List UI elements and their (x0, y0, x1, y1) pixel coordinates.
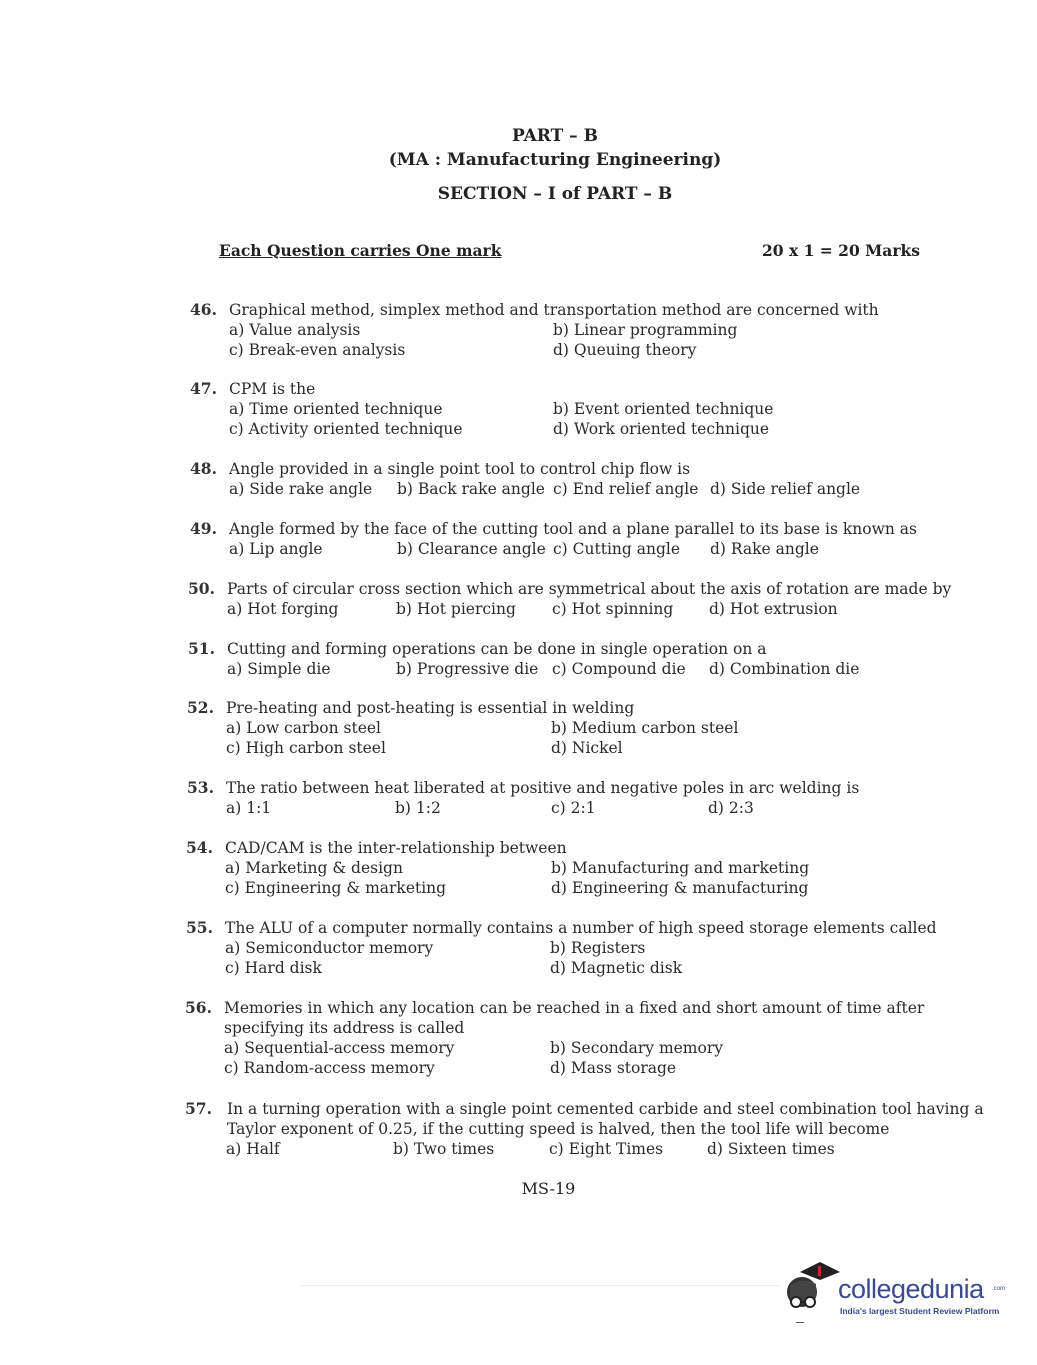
question-number: 55. (186, 918, 213, 937)
answer-option: c) Activity oriented technique (229, 420, 463, 438)
question-number: 48. (190, 459, 217, 478)
question-text: CAD/CAM is the inter-relationship between (225, 839, 567, 857)
answer-option: b) Event oriented technique (553, 400, 774, 418)
answer-option: c) High carbon steel (226, 739, 386, 757)
logo-wordmark: collegedunia (838, 1274, 984, 1304)
question-number: 51. (188, 639, 215, 658)
question-text: The ALU of a computer normally contains a number of high speed storage elements called (225, 919, 937, 937)
answer-option: d) Queuing theory (553, 341, 697, 359)
answer-option: a) 1:1 (226, 799, 272, 817)
question-text: Cutting and forming operations can be done in single operation on a (227, 640, 767, 658)
answer-option: a) Side rake angle (229, 480, 373, 498)
answer-option: c) End relief angle (553, 480, 699, 498)
question-text: specifying its address is called (224, 1019, 465, 1037)
answer-option: d) Mass storage (550, 1059, 677, 1077)
answer-option: b) Medium carbon steel (551, 719, 739, 737)
question-number: 56. (185, 998, 212, 1017)
answer-option: a) Half (226, 1140, 280, 1158)
question-number: 49. (190, 519, 217, 538)
answer-option: d) Rake angle (710, 540, 819, 558)
instruction-text: Each Question carries One mark (219, 241, 502, 260)
question-text: Parts of circular cross section which are symmetrical about the axis of rotation are made by (227, 580, 952, 598)
answer-option: a) Lip angle (229, 540, 323, 558)
answer-option: b) Progressive die (396, 660, 539, 678)
logo-tagline: India's largest Student Review Platform (840, 1306, 1000, 1316)
divider (300, 1285, 780, 1286)
answer-option: b) Back rake angle (397, 480, 545, 498)
answer-option: a) Value analysis (229, 321, 361, 339)
answer-option: c) Hot spinning (552, 600, 674, 618)
question-text: CPM is the (229, 380, 316, 398)
question-text: Angle formed by the face of the cutting tool and a plane parallel to its base is known as (229, 520, 917, 538)
answer-option: b) Linear programming (553, 321, 738, 339)
answer-option: d) Work oriented technique (553, 420, 770, 438)
marks-text: 20 x 1 = 20 Marks (762, 241, 920, 260)
question-text: Graphical method, simplex method and transportation method are concerned with (229, 301, 879, 319)
answer-option: c) Cutting angle (553, 540, 681, 558)
answer-option: c) Engineering & marketing (225, 879, 447, 897)
section-heading: SECTION – I of PART – B (437, 184, 673, 204)
question-text: Memories in which any location can be reached in a fixed and short amount of time after (224, 999, 925, 1017)
answer-option: c) Random-access memory (224, 1059, 435, 1077)
question-number: 57. (185, 1099, 212, 1118)
question-number: 52. (187, 698, 214, 717)
answer-option: a) Marketing & design (225, 859, 403, 877)
answer-option: d) Magnetic disk (550, 959, 683, 977)
answer-option: b) Two times (393, 1140, 495, 1158)
logo-tld: .com (992, 1286, 1006, 1292)
part-heading: PART – B (512, 126, 598, 146)
stray-mark (796, 1322, 804, 1323)
question-number: 54. (186, 838, 213, 857)
question-number: 47. (190, 379, 217, 398)
answer-option: d) Combination die (709, 660, 860, 678)
question-text: Pre-heating and post-heating is essential in welding (226, 699, 635, 717)
question-number: 50. (188, 579, 215, 598)
answer-option: a) Hot forging (227, 600, 339, 618)
question-text: Angle provided in a single point tool to control chip flow is (229, 460, 691, 478)
question-text: Taylor exponent of 0.25, if the cutting speed is halved, then the tool life will become (227, 1120, 890, 1138)
answer-option: d) Sixteen times (707, 1140, 835, 1158)
question-number: 46. (190, 300, 217, 319)
answer-option: b) Manufacturing and marketing (551, 859, 810, 877)
subject-heading: (MA : Manufacturing Engineering) (388, 150, 722, 170)
answer-option: c) Break-even analysis (229, 341, 406, 359)
question-number: 53. (187, 778, 214, 797)
answer-option: a) Time oriented technique (229, 400, 443, 418)
answer-option: a) Semiconductor memory (225, 939, 434, 957)
answer-option: b) Clearance angle (397, 540, 546, 558)
answer-option: d) Engineering & manufacturing (551, 879, 809, 897)
answer-option: b) Registers (550, 939, 646, 957)
answer-option: c) Compound die (552, 660, 686, 678)
answer-option: d) Side relief angle (710, 480, 861, 498)
answer-option: d) Nickel (551, 739, 623, 757)
question-text: The ratio between heat liberated at positive and negative poles in arc welding is (226, 779, 860, 797)
question-text: In a turning operation with a single point cemented carbide and steel combination tool having a (227, 1100, 984, 1118)
answer-option: d) Hot extrusion (709, 600, 838, 618)
page-code: MS-19 (521, 1179, 576, 1198)
answer-option: b) Hot piercing (396, 600, 516, 618)
answer-option: a) Sequential-access memory (224, 1039, 455, 1057)
answer-option: d) 2:3 (708, 799, 754, 817)
answer-option: a) Simple die (227, 660, 331, 678)
answer-option: b) 1:2 (395, 799, 441, 817)
answer-option: c) Hard disk (225, 959, 322, 977)
answer-option: c) Eight Times (549, 1140, 664, 1158)
answer-option: b) Secondary memory (550, 1039, 724, 1057)
answer-option: c) 2:1 (551, 799, 596, 817)
answer-option: a) Low carbon steel (226, 719, 382, 737)
